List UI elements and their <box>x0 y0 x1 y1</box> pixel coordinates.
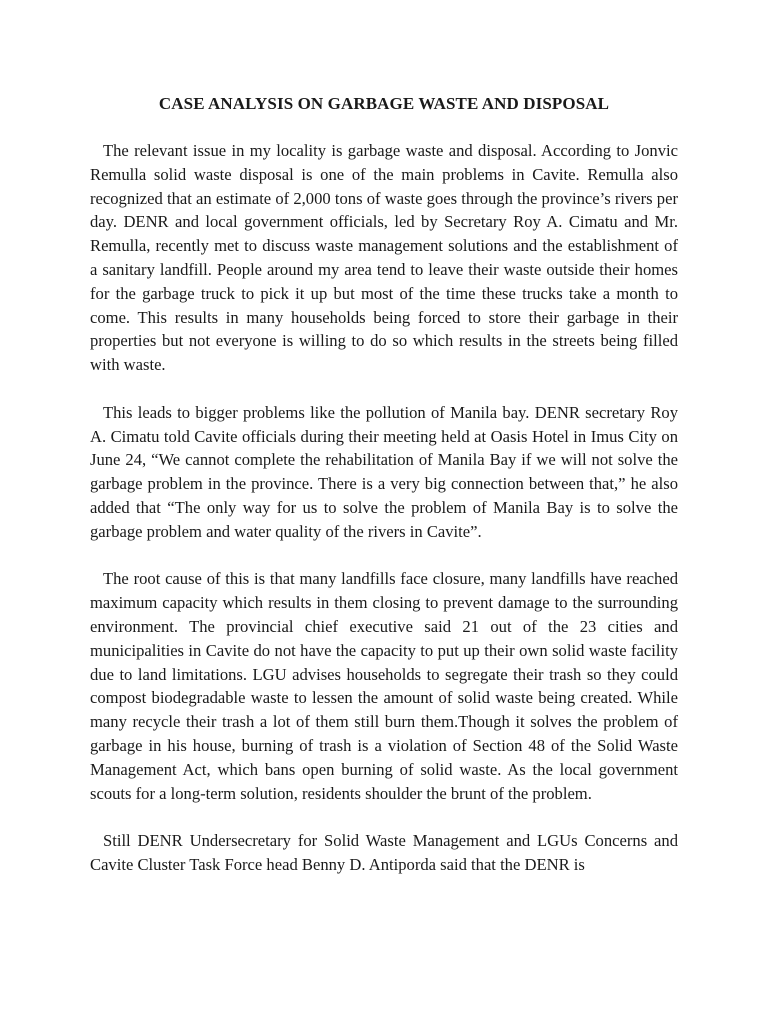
paragraph-2: This leads to bigger problems like the pollution of Manila bay. DENR secretary Roy A. Cimatu told Cavite officials during their meeting held at Oasis Hotel in Imus City on June 24, “We cannot complete the rehabilitation of Manila Bay if we will not solve the garbage problem in the province. There is a very big connection between that,” he also added that “The only way for us to solve the problem of Manila Bay is to solve the garbage problem and water quality of the rivers in Cavite”. <box>90 402 678 541</box>
paragraph-1: The relevant issue in my locality is garbage waste and disposal. According to Jonvic Remulla solid waste disposal is one of the main problems in Cavite. Remulla also recognized that an estimate of 2,000 tons of waste goes through the province’s rivers per day. DENR and local government officials, led by Secretary Roy A. Cimatu and Mr. Remulla, recently met to discuss waste management solutions and the establishment of a sanitary landfill. People around my area tend to leave their waste outside their homes for the garbage truck to pick it up but most of the time these trucks take a month to come. This results in many households being forced to store their garbage in their properties but not everyone is willing to do so which results in the streets being filled with waste. <box>90 141 678 375</box>
paragraph-3: The root cause of this is that many landfills face closure, many landfills have reached maximum capacity which results in them closing to prevent damage to the surrounding environment. The provincial chief executive said 21 out of the 23 cities and municipalities in Cavite do not have the capacity to put up their own solid waste facility due to land limitations. LGU advises households to segregate their trash so they could compost biodegradable waste to lessen the amount of solid waste being created. While many recycle their trash a lot of them still burn them.Though it solves the problem of garbage in his house, burning of trash is a violation of Section 48 of the Solid Waste Management Act, which bans open burning of solid waste. As the local government scouts for a long-term solution, residents shoulder the brunt of the problem. <box>90 569 678 803</box>
paragraph-4: Still DENR Undersecretary for Solid Waste Management and LGUs Concerns and Cavite Cluster Task Force head Benny D. Antiporda said that the DENR is <box>90 831 678 874</box>
document-title: CASE ANALYSIS ON GARBAGE WASTE AND DISPOSAL <box>158 94 610 113</box>
